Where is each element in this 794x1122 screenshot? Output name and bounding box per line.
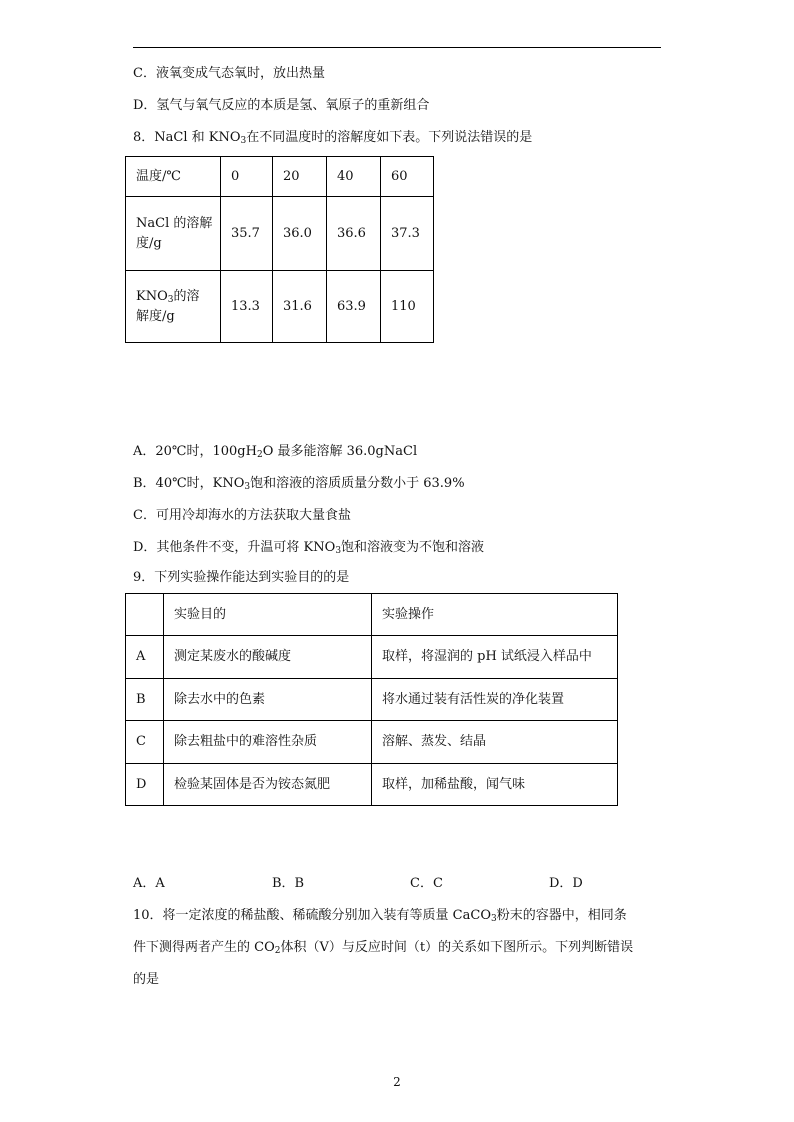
table-cell [126, 594, 164, 636]
table-row [126, 764, 618, 806]
operation-header: 实验操作 [372, 594, 618, 636]
table-cell: 37.3 [381, 197, 434, 271]
q8-option-d: D．其他条件不变，升温可将 $KNO_3$饱和溶液变为不饱和溶液 [133, 540, 485, 556]
temperature-header: 温度/℃ [126, 157, 221, 197]
table-row [126, 594, 618, 636]
table-cell: 0 [221, 157, 273, 197]
table-cell: 将水通过装有活性炭的净化装置 [372, 679, 618, 721]
table-cell: 31.6 [273, 271, 327, 343]
q9-option-d: D．D [549, 876, 583, 891]
experiment-table [125, 593, 618, 806]
table-cell: 检验某固体是否为铵态氮肥 [164, 764, 372, 806]
table-row [126, 679, 618, 721]
row-label: D [126, 764, 164, 806]
table-cell: 溶解、蒸发、结晶 [372, 721, 618, 764]
solubility-table [125, 156, 434, 343]
table-row [126, 157, 434, 197]
q10-stem-line2: 件下测得两者产生的 $CO_2$体积（V）与反应时间（t）的关系如下图所示。下列判断错误 [133, 940, 634, 956]
q8-stem: 8．NaCl 和 $KNO_3$在不同温度时的溶解度如下表。下列说法错误的是 [133, 130, 533, 146]
table-cell: 40 [327, 157, 381, 197]
table-row [126, 271, 434, 343]
table-cell: 36.0 [273, 197, 327, 271]
q10-stem-line3: 的是 [133, 972, 160, 987]
q9-option-a: A．A [133, 876, 165, 891]
q7-option-d: D．氢气与氧气反应的本质是氢、氧原子的重新组合 [133, 98, 430, 113]
q8-option-a: A．20℃时，$100gH_2O$ 最多能溶解 36.0gNaCl [133, 444, 418, 460]
kno3-label: $KNO_3$的溶 解度/g [126, 271, 221, 343]
row-label: B [126, 679, 164, 721]
q9-option-b: B．B [272, 876, 305, 891]
q10-stem-line1: 10．将一定浓度的稀盐酸、稀硫酸分别加入装有等质量 CaCO$_3$粉末的容器中，相同条 [133, 908, 627, 924]
row-label: C [126, 721, 164, 764]
table-row [126, 721, 618, 764]
table-cell: 110 [381, 271, 434, 343]
table-row [126, 197, 434, 271]
table-cell: 取样，加稀盐酸，闻气味 [372, 764, 618, 806]
q8-option-c: C．可用冷却海水的方法获取大量食盐 [133, 508, 351, 523]
table-cell: 除去水中的色素 [164, 679, 372, 721]
q9-option-c: C．C [410, 876, 443, 891]
table-cell: 除去粗盐中的难溶性杂质 [164, 721, 372, 764]
table-cell: 35.7 [221, 197, 273, 271]
table-cell: 13.3 [221, 271, 273, 343]
table-cell: 36.6 [327, 197, 381, 271]
table-cell: 60 [381, 157, 434, 197]
q9-stem: 9．下列实验操作能达到实验目的的是 [133, 570, 350, 585]
header-rule [133, 47, 661, 48]
table-cell: 测定某废水的酸碱度 [164, 636, 372, 679]
page-number: 2 [393, 1075, 401, 1089]
q8-option-b: B．40℃时，$KNO_3$饱和溶液的溶质质量分数小于 63.9% [133, 476, 465, 492]
table-cell: 取样，将湿润的 pH 试纸浸入样品中 [372, 636, 618, 679]
table-cell: 20 [273, 157, 327, 197]
table-row [126, 636, 618, 679]
q7-option-c: C．液氧变成气态氧时，放出热量 [133, 66, 325, 81]
nacl-label: NaCl 的溶解 度/g [126, 197, 221, 271]
table-cell: 63.9 [327, 271, 381, 343]
purpose-header: 实验目的 [164, 594, 372, 636]
row-label: A [126, 636, 164, 679]
